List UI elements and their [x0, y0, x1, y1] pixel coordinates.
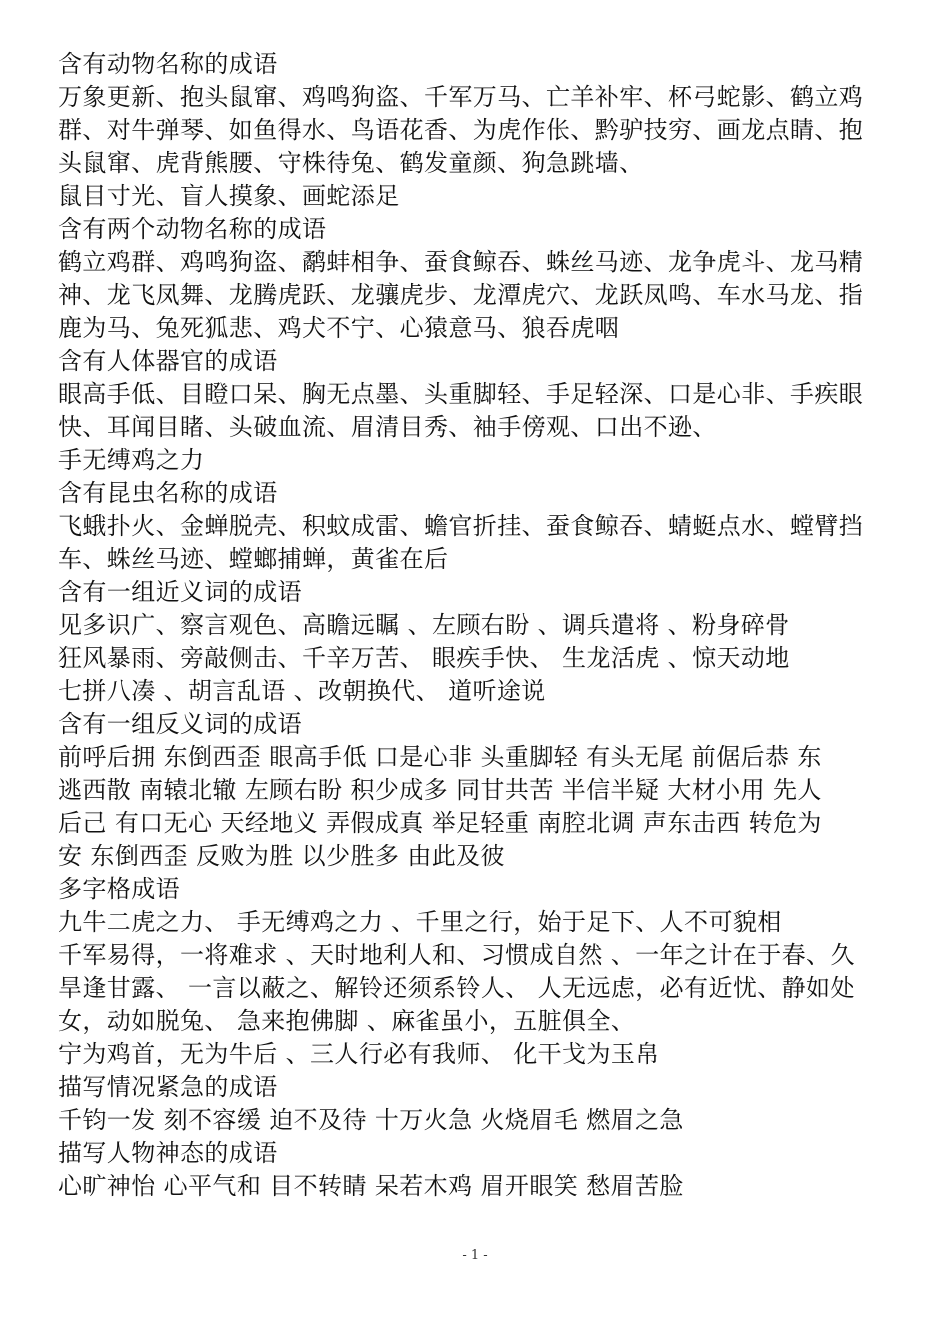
- text-line: 安 东倒西歪 反败为胜 以少胜多 由此及彼: [58, 842, 505, 870]
- heading-two-animal-idioms: 含有两个动物名称的成语: [58, 215, 327, 243]
- text-line: 手无缚鸡之力: [58, 446, 205, 474]
- text-line: 鼠目寸光、盲人摸象、画蛇添足: [58, 182, 400, 210]
- text-line: 千军易得，一将难求 、天时地利人和、习惯成自然 、一年之计在于春、久: [58, 941, 855, 969]
- text-line: 神、龙飞凤舞、龙腾虎跃、龙骧虎步、龙潭虎穴、龙跃凤鸣、车水马龙、指: [58, 281, 864, 309]
- text-line: 逃西散 南辕北辙 左顾右盼 积少成多 同甘共苦 半信半疑 大材小用 先人: [58, 776, 822, 804]
- heading-insect-idioms: 含有昆虫名称的成语: [58, 479, 278, 507]
- text-line: 七拼八凑 、胡言乱语 、改朝换代、 道听途说: [58, 677, 546, 705]
- text-line: 见多识广、察言观色、高瞻远瞩 、左顾右盼 、调兵遣将 、粉身碎骨: [58, 611, 790, 639]
- text-line: 鹤立鸡群、鸡鸣狗盗、鹬蚌相争、蚕食鲸吞、蛛丝马迹、龙争虎斗、龙马精: [58, 248, 864, 276]
- text-line: 旱逢甘露、 一言以蔽之、解铃还须系铃人、 人无远虑，必有近忧、静如处: [58, 974, 855, 1002]
- heading-expression-idioms: 描写人物神态的成语: [58, 1139, 278, 1167]
- text-line: 千钧一发 刻不容缓 迫不及待 十万火急 火烧眉毛 燃眉之急: [58, 1106, 684, 1134]
- text-line: 车、蛛丝马迹、螳螂捕蝉，黄雀在后: [58, 545, 449, 573]
- text-line: 鹿为马、兔死狐悲、鸡犬不宁、心猿意马、狼吞虎咽: [58, 314, 620, 342]
- text-line: 头鼠窜、虎背熊腰、守株待兔、鹤发童颜、狗急跳墙、: [58, 149, 644, 177]
- text-line: 快、耳闻目睹、头破血流、眉清目秀、袖手傍观、口出不逊、: [58, 413, 717, 441]
- text-line: 万象更新、抱头鼠窜、鸡鸣狗盗、千军万马、亡羊补牢、杯弓蛇影、鹤立鸡: [58, 83, 864, 111]
- text-line: 心旷神怡 心平气和 目不转睛 呆若木鸡 眉开眼笑 愁眉苦脸: [58, 1172, 684, 1200]
- text-line: 狂风暴雨、旁敲侧击、千辛万苦、 眼疾手快、 生龙活虎 、惊天动地: [58, 644, 790, 672]
- text-line: 九牛二虎之力、 手无缚鸡之力 、千里之行，始于足下、人不可貌相: [58, 908, 782, 936]
- heading-urgency-idioms: 描写情况紧急的成语: [58, 1073, 278, 1101]
- heading-synonym-idioms: 含有一组近义词的成语: [58, 578, 302, 606]
- text-line: 女，动如脱兔、 急来抱佛脚 、麻雀虽小，五脏俱全、: [58, 1007, 636, 1035]
- text-line: 后己 有口无心 天经地义 弄假成真 举足轻重 南腔北调 声东击西 转危为: [58, 809, 822, 837]
- document-body: [58, 48, 900, 1203]
- heading-animal-idioms: 含有动物名称的成语: [58, 50, 278, 78]
- heading-antonym-idioms: 含有一组反义词的成语: [58, 710, 302, 738]
- heading-body-organ-idioms: 含有人体器官的成语: [58, 347, 278, 375]
- text-line: 飞蛾扑火、金蝉脱壳、积蚊成雷、蟾官折挂、蚕食鲸吞、蜻蜓点水、螳臂挡: [58, 512, 864, 540]
- text-line: 宁为鸡首，无为牛后 、三人行必有我师、 化干戈为玉帛: [58, 1040, 660, 1068]
- text-line: 前呼后拥 东倒西歪 眼高手低 口是心非 头重脚轻 有头无尾 前倨后恭 东: [58, 743, 822, 771]
- text-line: 群、对牛弹琴、如鱼得水、鸟语花香、为虎作伥、黔驴技穷、画龙点睛、抱: [58, 116, 864, 144]
- page-number: - 1 -: [462, 1248, 488, 1263]
- heading-multi-character-idioms: 多字格成语: [58, 875, 180, 903]
- text-line: 眼高手低、目瞪口呆、胸无点墨、头重脚轻、手足轻深、口是心非、手疾眼: [58, 380, 864, 408]
